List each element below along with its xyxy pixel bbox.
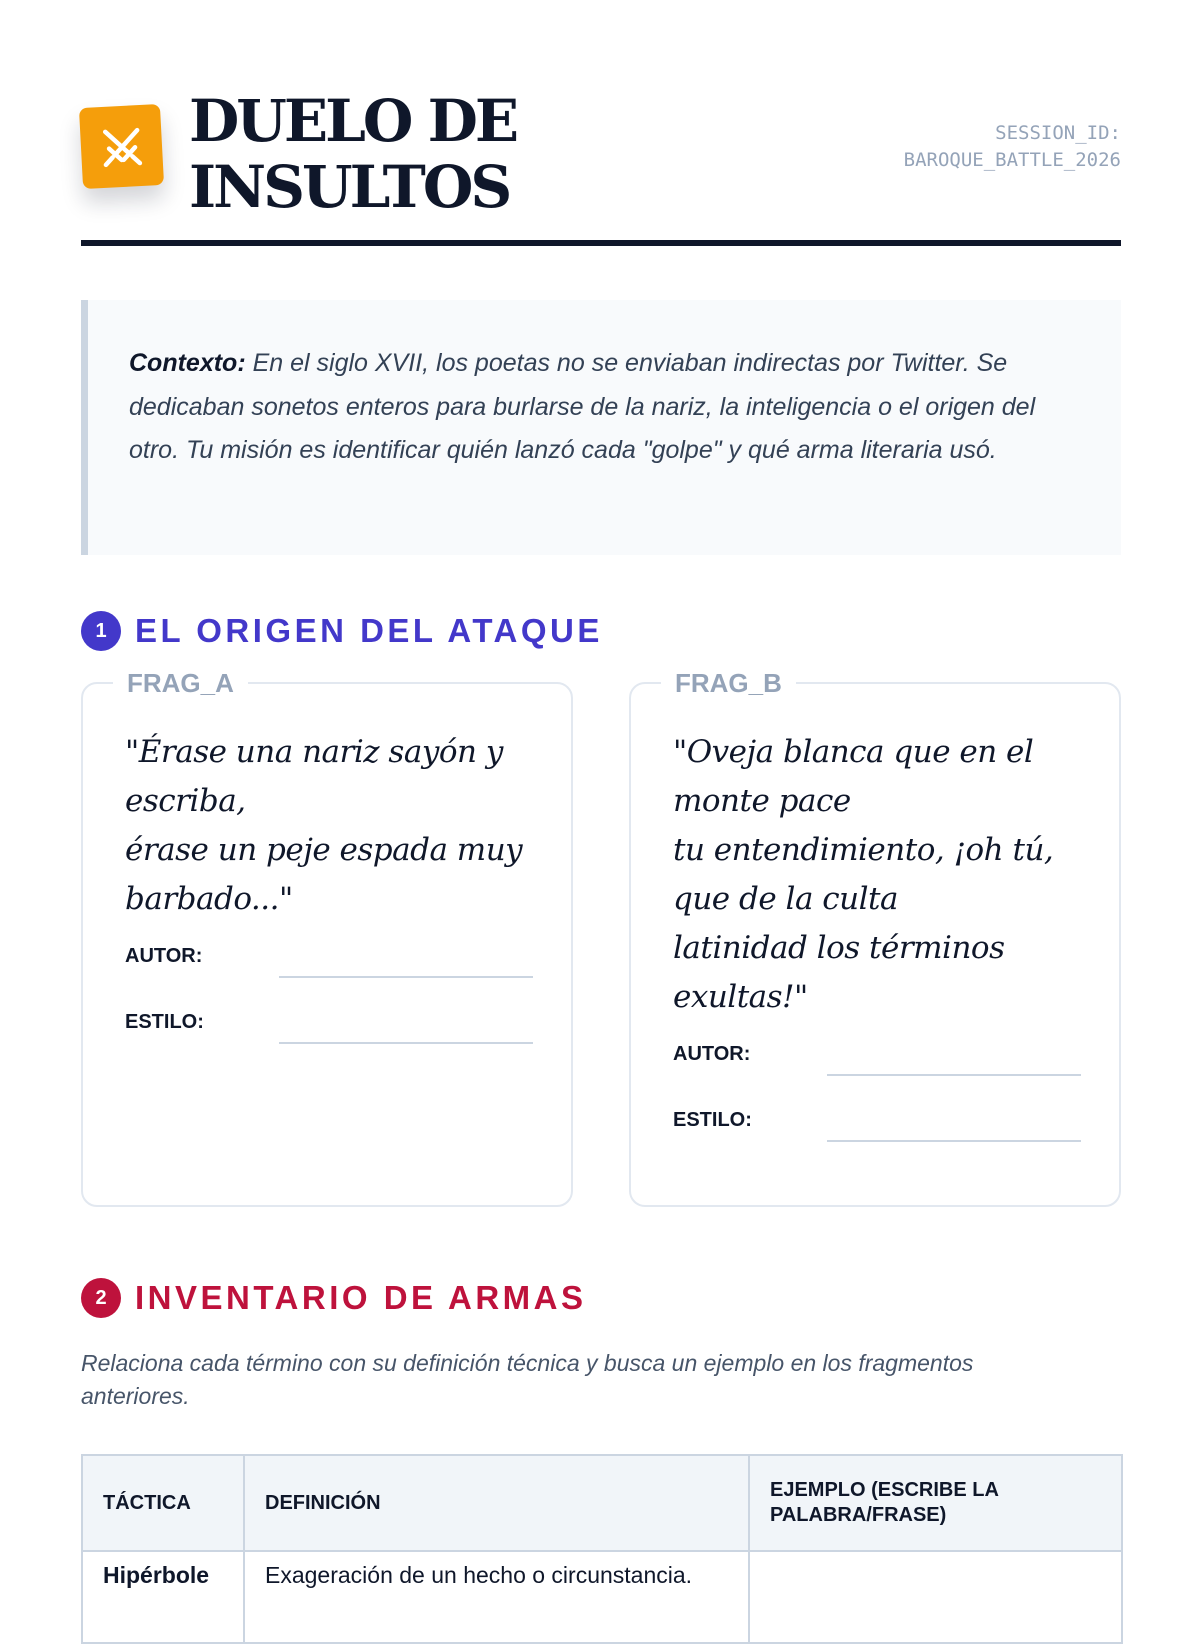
table-row [82, 1551, 1122, 1643]
page-title: DUELO DE INSULTOS [189, 87, 517, 221]
quote-line: tu entendimiento, ¡oh tú, que de la culta [673, 832, 1054, 917]
session-id [904, 120, 1121, 174]
quote-line: érase un peje espada muy barbado..." [125, 832, 523, 917]
fragment-quote [673, 728, 1093, 1022]
crossed-swords-icon [95, 120, 148, 173]
author-label: AUTOR: [673, 1043, 751, 1065]
header-divider [81, 240, 1121, 246]
section-number-badge: 1 [81, 611, 121, 651]
style-field[interactable] [125, 1004, 535, 1044]
style-answer-line[interactable] [279, 1042, 533, 1044]
fragment-card-b [629, 668, 1121, 1207]
section-title: EL ORIGEN DEL ATAQUE [135, 612, 603, 649]
definition-cell: Exageración de un hecho o circunstancia. [244, 1551, 749, 1643]
author-answer-line[interactable] [279, 976, 533, 978]
section-heading-origin [81, 611, 603, 651]
fragment-quote [125, 728, 545, 924]
section-number-badge: 2 [81, 1278, 121, 1318]
fragment-card-a [81, 668, 573, 1207]
section-heading-weapons [81, 1278, 587, 1318]
style-label: ESTILO: [673, 1109, 752, 1131]
weapons-table [81, 1454, 1123, 1644]
author-answer-line[interactable] [827, 1074, 1081, 1076]
fragment-legend: FRAG_B [661, 667, 796, 699]
example-answer-cell[interactable] [749, 1551, 1122, 1643]
session-label: SESSION_ID: [995, 122, 1121, 144]
table-header-row [82, 1455, 1122, 1551]
section-title: INVENTARIO DE ARMAS [135, 1279, 587, 1316]
style-label: ESTILO: [125, 1011, 204, 1033]
context-text: En el siglo XVII, los poetas no se enviaban indirectas por Twitter. Se dedicaban sonetos enteros para burlarse de la nariz, la inteligencia o el origen del otro. Tu misión es identificar quién lanzó cada "golpe" y qué arma literaria usó. [129, 349, 1036, 464]
quote-line: latinidad los términos exultas!" [673, 930, 1005, 1015]
author-label: AUTOR: [125, 945, 203, 967]
author-field[interactable] [125, 938, 535, 978]
author-field[interactable] [673, 1036, 1083, 1076]
fragment-legend: FRAG_A [113, 667, 248, 699]
column-header-example: EJEMPLO (ESCRIBE LA PALABRA/FRASE) [749, 1455, 1122, 1551]
session-value: BAROQUE_BATTLE_2026 [903, 149, 1121, 171]
quote-line: "Érase una nariz sayón y escriba, [125, 734, 503, 819]
style-field[interactable] [673, 1102, 1083, 1142]
style-answer-line[interactable] [827, 1140, 1081, 1142]
column-header-tactic: TÁCTICA [82, 1455, 244, 1551]
tactic-cell: Hipérbole [82, 1551, 244, 1643]
column-header-definition: DEFINICIÓN [244, 1455, 749, 1551]
quote-line: "Oveja blanca que en el monte pace [673, 734, 1034, 819]
logo-badge [79, 104, 164, 189]
context-box [81, 300, 1121, 555]
section-instructions: Relaciona cada término con su definición técnica y busca un ejemplo en los fragmentos anteriores. [81, 1350, 974, 1409]
context-label: Contexto: [129, 349, 246, 377]
